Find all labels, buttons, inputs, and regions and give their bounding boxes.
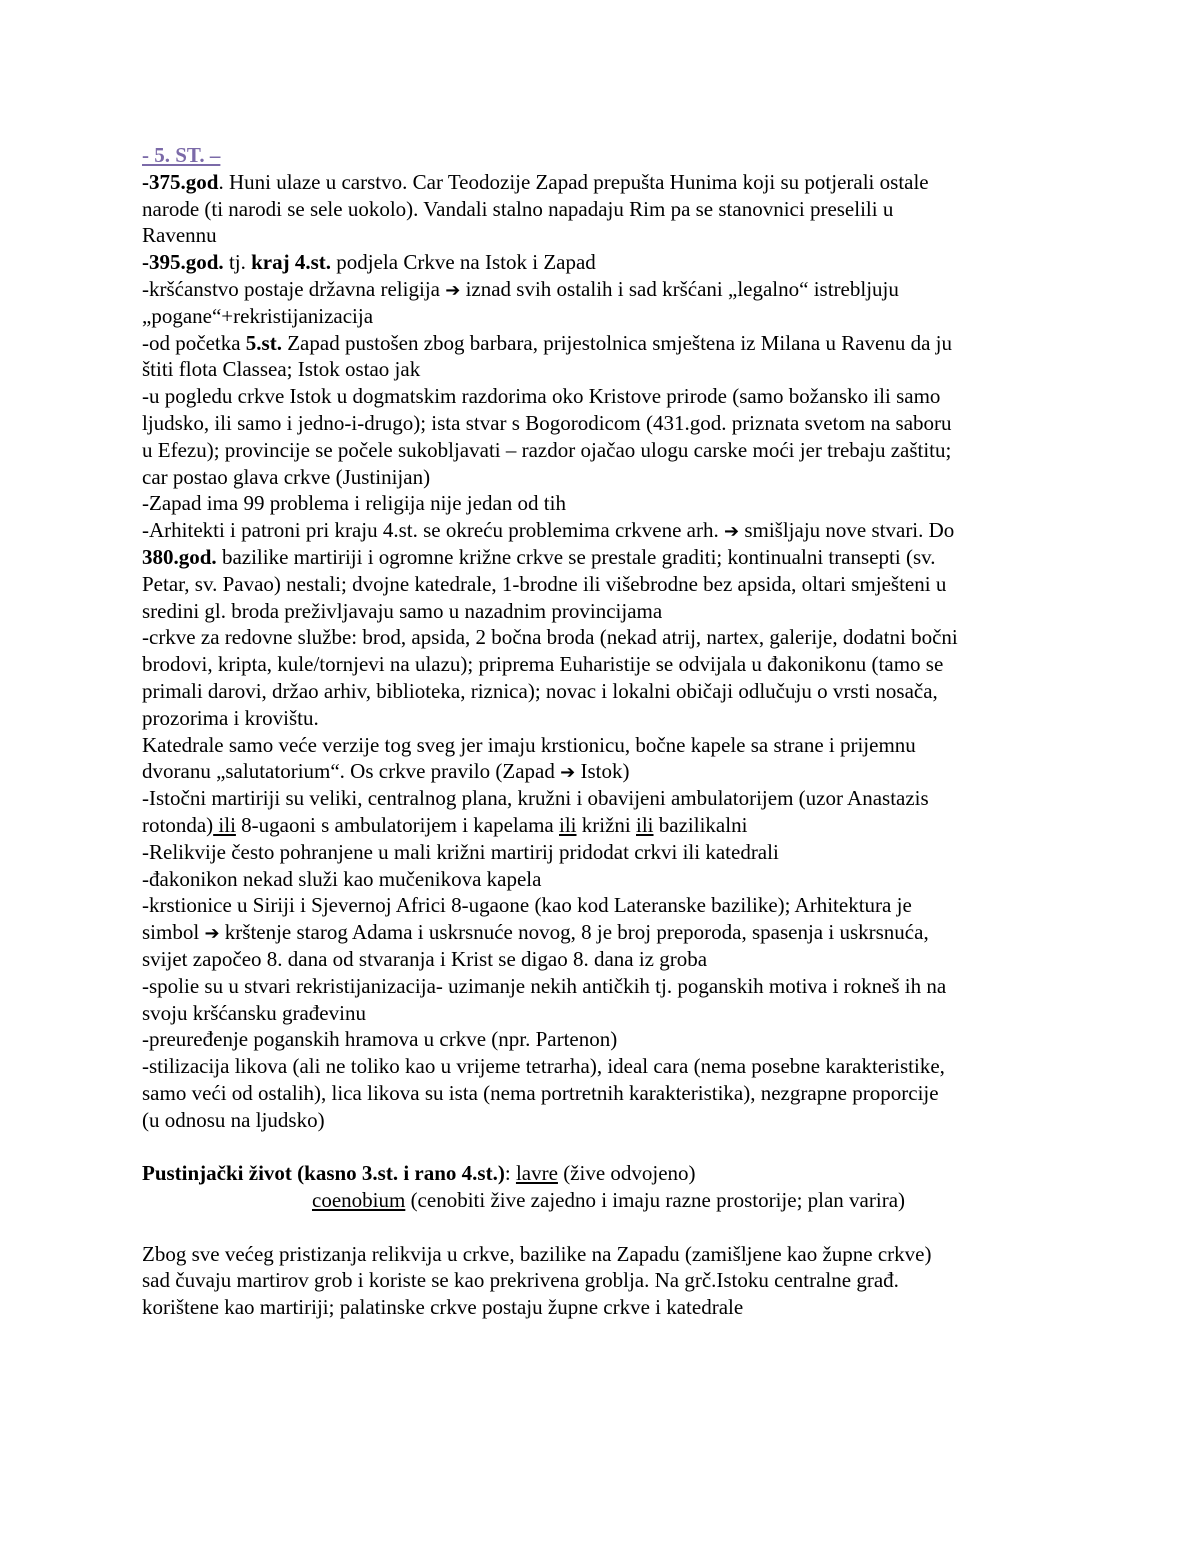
text: : bbox=[504, 1161, 516, 1186]
paragraph-line: Zbog sve većeg pristizanja relikvija u crkve, bazilike na Zapadu (zamišljene kao župne crkve) bbox=[142, 1241, 932, 1266]
arrow-right-icon: ➔ bbox=[204, 923, 220, 945]
text: tj. bbox=[223, 250, 252, 275]
paragraph-line: samo veći od ostalih), lica likova su ista (nema portretnih karakteristika), nezgrapne proporcije bbox=[142, 1080, 939, 1105]
blank-line bbox=[142, 1133, 1072, 1160]
arrow-right-icon: ➔ bbox=[445, 279, 461, 301]
paragraph-line: brodovi, kripta, kule/tornjevi na ulazu); priprema Euharistije se odvijala u đakonikonu (tamo se bbox=[142, 652, 944, 677]
paragraph-line: narode (ti narodi se sele uokolo). Vandali stalno napadaju Rim pa se stanovnici preselili u bbox=[142, 196, 894, 221]
paragraph-line: Ravennu bbox=[142, 223, 217, 248]
underlined-ili: ili bbox=[213, 812, 236, 837]
paragraph-line bbox=[142, 276, 1072, 303]
paragraph-line: car postao glava crkve (Justinijan) bbox=[142, 464, 431, 489]
paragraph-line: -Zapad ima 99 problema i religija nije jedan od tih bbox=[142, 491, 566, 516]
paragraph-line: -crkve za redovne službe: brod, apsida, 2 bočna broda (nekad atrij, nartex, galerije, dodatni bočni bbox=[142, 625, 958, 650]
section-heading-row bbox=[142, 142, 1072, 169]
year-380: 380.god. bbox=[142, 544, 217, 569]
paragraph-line: u Efezu); provincije se počele sukobljavati – razdor ojačao ulogu carske moći jer trebaju zaštitu; bbox=[142, 437, 952, 462]
paragraph-line: svijet započeo 8. dana od stvaranja i Krist se digao 8. dana iz groba bbox=[142, 946, 708, 971]
paragraph-line: -Istočni martiriji su veliki, centralnog plana, kružni i obavijeni ambulatorijem (uzor Anastazis bbox=[142, 786, 929, 811]
year-395: -395.god. bbox=[142, 250, 224, 275]
text: križni bbox=[576, 812, 636, 837]
paragraph-line bbox=[142, 169, 1072, 196]
paragraph-line: korištene kao martiriji; palatinske crkve postaju župne crkve i katedrale bbox=[142, 1295, 744, 1320]
text: krštenje starog Adama i uskrsnuće novog, 8 je broj preporoda, spasenja i uskrsnuća, bbox=[219, 920, 929, 945]
text: Istok) bbox=[575, 759, 630, 784]
paragraph-line: -đakonikon nekad služi kao mučenikova kapela bbox=[142, 866, 542, 891]
paragraph-line: Katedrale samo veće verzije tog sveg jer imaju krstionicu, bočne kapele sa strane i prijemnu bbox=[142, 732, 916, 757]
text: simbol bbox=[142, 920, 205, 945]
kraj-4st: kraj 4.st. bbox=[251, 250, 332, 275]
paragraph-line bbox=[142, 249, 1072, 276]
text: (cenobiti žive zajedno i imaju razne prostorije; plan varira) bbox=[405, 1188, 906, 1213]
paragraph-line: Petar, sv. Pavao) nestali; dvojne katedrale, 1-brodne ili višebrodne bez apsida, oltari smješteni u bbox=[142, 571, 947, 596]
century-5: 5.st. bbox=[245, 330, 282, 355]
paragraph-line bbox=[142, 812, 1072, 839]
text: bazilike martiriji i ogromne križne crkve se prestale graditi; kontinualni transepti (sv. bbox=[216, 544, 936, 569]
paragraph-line: -preuređenje poganskih hramova u crkve (npr. Partenon) bbox=[142, 1027, 618, 1052]
paragraph-line bbox=[142, 1160, 1072, 1187]
paragraph-line: prozorima i krovištu. bbox=[142, 705, 319, 730]
arrow-right-icon: ➔ bbox=[723, 521, 740, 543]
paragraph-line: „pogane“+rekristijanizacija bbox=[142, 303, 374, 328]
paragraph-line: -Relikvije često pohranjene u mali križni martirij pridodat crkvi ili katedrali bbox=[142, 839, 779, 864]
term-coenobium: coenobium bbox=[312, 1188, 406, 1213]
paragraph-line: -spolie su u stvari rekristijanizacija- uzimanje nekih antičkih tj. poganskih motiva i rokneš ih na bbox=[142, 973, 947, 998]
year-375: -375.god bbox=[142, 169, 219, 194]
text: bazilikalni bbox=[653, 812, 748, 837]
term-lavre: lavre bbox=[515, 1161, 558, 1186]
arrow-right-icon: ➔ bbox=[560, 762, 576, 784]
text: Zapad pustošen zbog barbara, prijestolnica smještena iz Milana u Ravenu da ju bbox=[281, 330, 953, 355]
desert-life-title: Pustinjački život (kasno 3.st. i rano 4.st.) bbox=[142, 1161, 505, 1186]
paragraph-line: primali darovi, držao arhiv, biblioteka, riznica); novac i lokalni običaji odlučuju o vrsti nosača, bbox=[142, 678, 938, 703]
paragraph-line bbox=[142, 517, 1072, 544]
text: (žive odvojeno) bbox=[557, 1161, 696, 1186]
paragraph-line: sredini gl. broda preživljavaju samo u nazadnim provincijama bbox=[142, 598, 663, 623]
document-page bbox=[142, 142, 1072, 1321]
text: 8-ugaoni s ambulatorijem i kapelama bbox=[235, 812, 559, 837]
text: -od početka bbox=[142, 330, 246, 355]
text: smišljaju nove stvari. Do bbox=[739, 518, 955, 543]
paragraph-line bbox=[142, 544, 1072, 571]
text: rotonda) bbox=[142, 812, 214, 837]
text: -kršćanstvo postaje državna religija bbox=[142, 276, 446, 301]
paragraph-line bbox=[142, 1187, 1072, 1214]
text: -Arhitekti i patroni pri kraju 4.st. se okreću problemima crkvene arh. bbox=[142, 518, 724, 543]
paragraph-line: svoju kršćansku građevinu bbox=[142, 1000, 366, 1025]
text: iznad svih ostalih i sad kršćani „legalno“ istrebljuju bbox=[460, 276, 899, 301]
paragraph-line bbox=[142, 919, 1072, 946]
paragraph-line: -u pogledu crkve Istok u dogmatskim razdorima oko Kristove prirode (samo božansko ili samo bbox=[142, 384, 941, 409]
paragraph-line bbox=[142, 330, 1072, 357]
text: . Huni ulaze u carstvo. Car Teodozije Zapad prepušta Hunima koji su potjerali ostale bbox=[218, 169, 929, 194]
text: dvoranu „salutatorium“. Os crkve pravilo (Zapad bbox=[142, 759, 561, 784]
blank-line bbox=[142, 1214, 1072, 1241]
underlined-ili: ili bbox=[559, 812, 577, 837]
paragraph-line: sad čuvaju martirov grob i koriste se kao prekrivena groblja. Na grč.Istoku centralne građ. bbox=[142, 1268, 899, 1293]
paragraph-line bbox=[142, 758, 1072, 785]
section-heading: - 5. ST. – bbox=[142, 143, 221, 167]
paragraph-line: štiti flota Classea; Istok ostao jak bbox=[142, 357, 421, 382]
underlined-ili: ili bbox=[636, 812, 654, 837]
paragraph-line: (u odnosu na ljudsko) bbox=[142, 1107, 325, 1132]
paragraph-line: -krstionice u Siriji i Sjevernoj Africi 8-ugaone (kao kod Lateranske bazilike); Arhitektura je bbox=[142, 893, 912, 918]
text: podjela Crkve na Istok i Zapad bbox=[331, 250, 596, 275]
paragraph-line: -stilizacija likova (ali ne toliko kao u vrijeme tetrarha), ideal cara (nema posebne karakteristike, bbox=[142, 1054, 945, 1079]
paragraph-line: ljudsko, ili samo i jedno-i-drugo); ista stvar s Bogorodicom (431.god. priznata svetom na saboru bbox=[142, 410, 952, 435]
